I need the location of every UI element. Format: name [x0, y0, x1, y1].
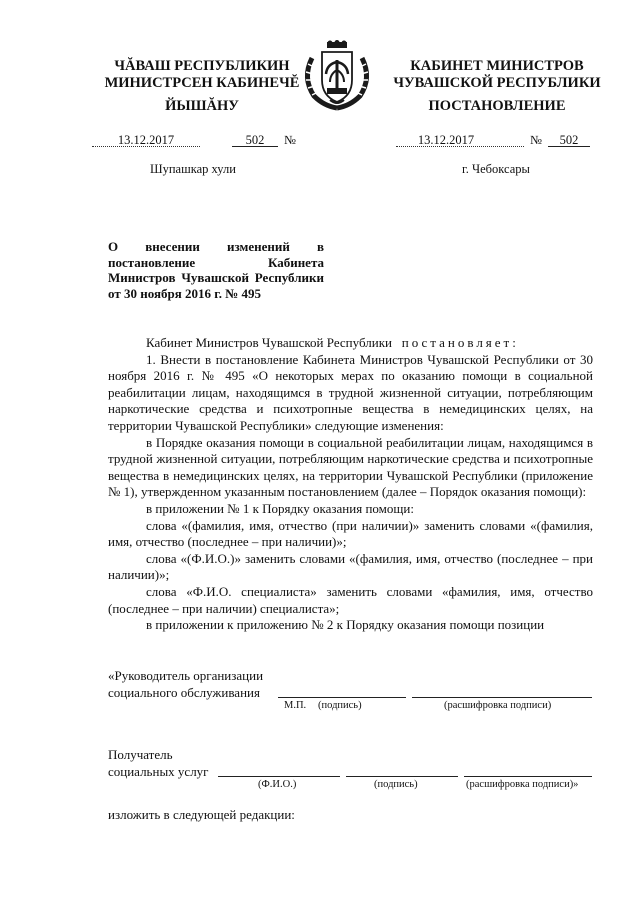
chuvash-emblem-icon [294, 40, 380, 114]
form1-cap-mp: М.П. [284, 700, 307, 711]
header-right [382, 58, 612, 92]
form1-labels [108, 667, 263, 701]
left-number-sign: № [284, 133, 296, 147]
right-city: г. Чебоксары [462, 162, 530, 176]
paragraph-2: в Порядке оказания помощи в социальной реабилитации лицам, находящимся в трудной жизненной ситуации, потребляющим наркотические средства и психотропные вещества в немедицинских целях, на территории Чувашской Республики (приложение № 1), утвержденном указанным постановлением (далее – Порядок оказания помощи): [108, 434, 593, 500]
right-number-field [548, 133, 590, 149]
form1-sign-line [278, 697, 406, 698]
paragraph-3: в приложении № 1 к Порядку оказания помощи: [146, 500, 414, 516]
form2-decode-line [464, 776, 592, 777]
form1-line1: «Руководитель организации [108, 668, 264, 683]
form2-cap-fio: (Ф.И.О.) [258, 779, 297, 790]
paragraph-6: слова «Ф.И.О. специалиста» заменить словами «фамилия, имя, отчество (последнее – при наличии) специалиста»; [108, 583, 593, 616]
form2-cap-sign: (подпись) [374, 779, 418, 790]
form2-line2: социальных услуг [108, 764, 209, 779]
right-date-field [396, 133, 526, 149]
header-right-doc-type: ПОСТАНОВЛЕНИЕ [428, 98, 566, 114]
form2-line1: Получатель [108, 747, 173, 762]
form1-cap-sign: (подпись) [318, 700, 362, 711]
header-left-doc-type: ЙЫШĂНУ [165, 98, 239, 114]
form2-labels [108, 746, 209, 780]
intro-paragraph [108, 335, 593, 352]
form2-cap-decode: (расшифровка подписи)» [466, 779, 579, 790]
paragraph-5: слова «(Ф.И.О.)» заменить словами «(фамилия, имя, отчество (последнее – при наличии)»; [108, 550, 593, 583]
form1-line2: социального обслуживания [108, 685, 260, 700]
header-right-line2: ЧУВАШСКОЙ РЕСПУБЛИКИ [393, 75, 601, 91]
document-body [108, 335, 593, 634]
header-right-line1: КАБИНЕТ МИНИСТРОВ [410, 58, 584, 74]
paragraph-7: в приложении к приложению № 2 к Порядку оказания помощи позиции [146, 617, 545, 633]
intro-text: Кабинет Министров Чувашской Республики [146, 335, 392, 350]
header-left-line2: МИНИСТРСЕН КАБИНЕЧĔ [104, 75, 300, 91]
paragraph-4: слова «(фамилия, имя, отчество (при наличии)» заменить словами «(фамилия, имя, отчество (последнее – при наличии)»; [108, 517, 593, 550]
left-number: 502 [245, 133, 265, 147]
form1-cap-decode: (расшифровка подписи) [444, 700, 552, 711]
right-date: 13.12.2017 [417, 133, 475, 147]
paragraph-1: 1. Внести в постановление Кабинета Министров Чувашской Республики от 30 ноября 2016 г. № 495 «О некоторых мерах по оказанию помощи в социальной реабилитации лицам, находящимся в трудной жизненной ситуации, потребляющим наркотические средства и психотропные вещества в немедицинских целях, на территории Чувашской Республики» следующие изменения: [108, 351, 593, 433]
form2-sign-line [346, 776, 458, 777]
left-date-field [92, 133, 202, 149]
right-number: 502 [559, 133, 579, 147]
left-city: Шупашкар хули [150, 162, 236, 176]
right-number-sign: № [530, 133, 542, 147]
header-left [92, 58, 312, 92]
document-title: О внесении изменений в постановление Кабинета Министров Чувашской Республики от 30 ноября 2016 г. № 495 [108, 239, 324, 301]
closing-line: изложить в следующей редакции: [108, 807, 295, 822]
intro-spaced-word: постановляет: [401, 335, 519, 350]
form2-fio-line [218, 776, 340, 777]
header-left-line1: ЧĂВАШ РЕСПУБЛИКИН [114, 58, 290, 74]
left-number-field [232, 133, 280, 149]
form1-decode-line [412, 697, 592, 698]
left-date: 13.12.2017 [117, 133, 175, 147]
